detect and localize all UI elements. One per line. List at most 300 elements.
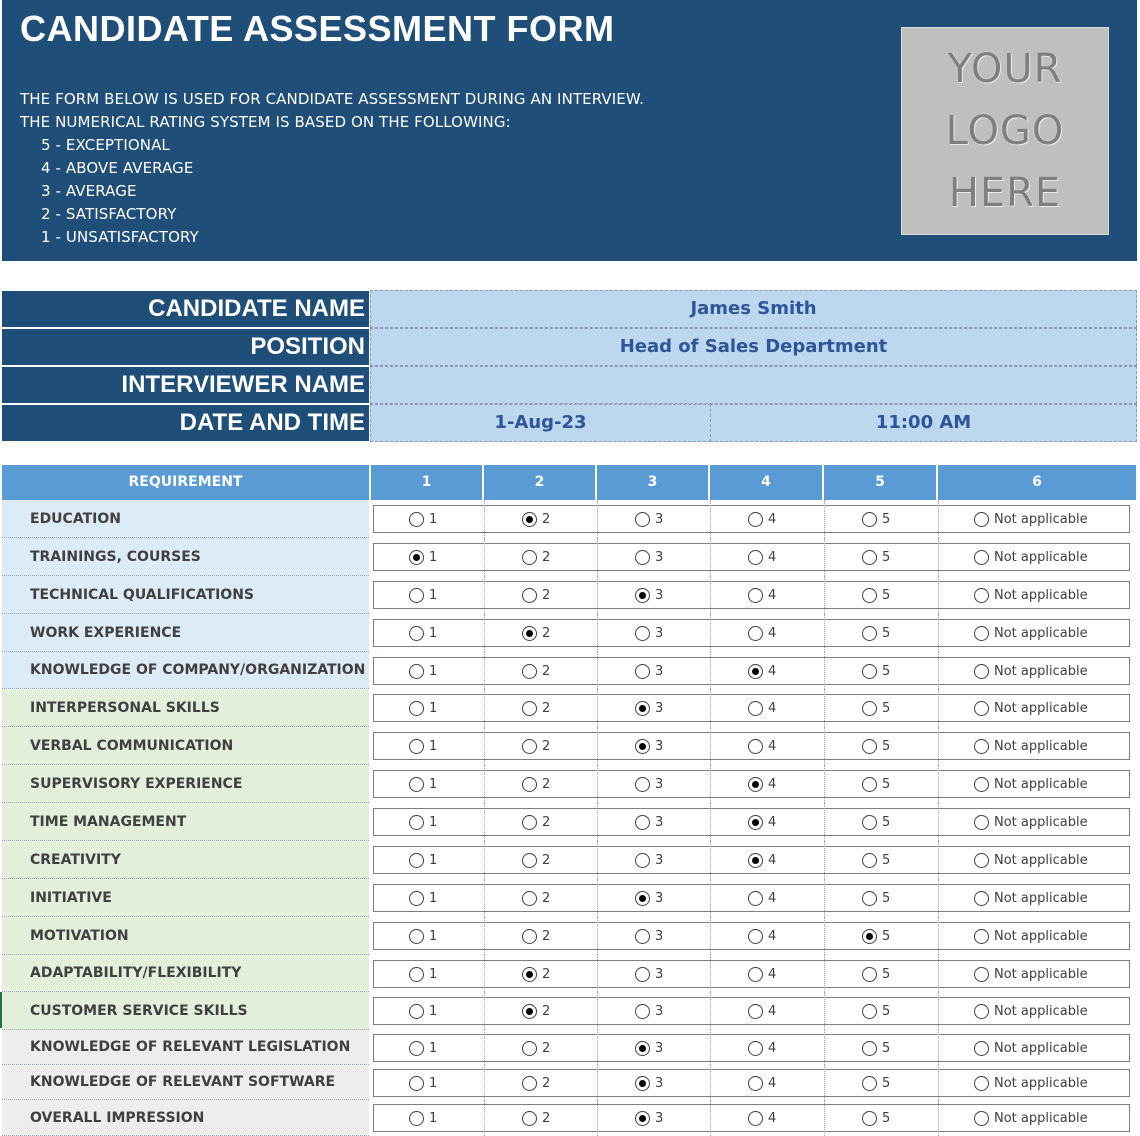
rating-option-2[interactable] <box>522 1038 550 1058</box>
radio-button-icon[interactable] <box>862 929 877 944</box>
rating-option-3[interactable] <box>635 812 663 832</box>
radio-button-icon[interactable] <box>409 815 424 830</box>
radio-button-icon[interactable] <box>748 512 763 527</box>
rating-option-1[interactable] <box>409 547 437 567</box>
rating-option-4[interactable] <box>748 698 776 718</box>
radio-button-icon[interactable] <box>748 588 763 603</box>
radio-button-icon[interactable] <box>862 853 877 868</box>
column-divider <box>597 576 598 614</box>
rating-option-4[interactable] <box>748 888 776 908</box>
radio-button-icon[interactable] <box>974 1111 989 1126</box>
rating-option-label: 4 <box>768 928 777 944</box>
rating-option-5[interactable] <box>862 926 890 946</box>
radio-button-icon[interactable] <box>974 1076 989 1091</box>
column-divider <box>484 765 485 803</box>
column-divider <box>597 652 598 689</box>
column-divider <box>938 727 939 765</box>
column-divider <box>597 803 598 841</box>
rating-option-4[interactable] <box>748 509 776 529</box>
rating-option-3[interactable] <box>635 1108 663 1128</box>
rating-option-1[interactable] <box>409 509 437 529</box>
rating-option-not-applicable[interactable] <box>974 774 1088 794</box>
radio-button-icon[interactable] <box>409 853 424 868</box>
radio-button-icon[interactable] <box>522 626 537 641</box>
rating-option-label: Not applicable <box>994 511 1088 527</box>
rating-option-5[interactable] <box>862 812 890 832</box>
radio-button-icon[interactable] <box>522 891 537 906</box>
rating-option-3[interactable] <box>635 623 663 643</box>
rating-option-3[interactable] <box>635 774 663 794</box>
rating-option-label: Not applicable <box>994 776 1088 792</box>
radio-button-icon[interactable] <box>635 1076 650 1091</box>
time-field[interactable]: 11:00 AM <box>710 404 1137 442</box>
radio-button-icon[interactable] <box>974 929 989 944</box>
candidate-name-field[interactable]: James Smith <box>370 290 1137 328</box>
rating-option-not-applicable[interactable] <box>974 1108 1088 1128</box>
rating-option-label: 3 <box>655 776 664 792</box>
rating-option-label: 2 <box>542 587 551 603</box>
radio-button-icon[interactable] <box>974 626 989 641</box>
rating-option-not-applicable[interactable] <box>974 926 1088 946</box>
radio-button-icon[interactable] <box>748 967 763 982</box>
rating-option-2[interactable] <box>522 661 550 681</box>
radio-button-icon[interactable] <box>635 1004 650 1019</box>
rating-option-label: 4 <box>768 776 777 792</box>
radio-button-icon[interactable] <box>748 1111 763 1126</box>
column-divider <box>938 500 939 538</box>
rating-option-4[interactable] <box>748 623 776 643</box>
rating-option-2[interactable] <box>522 509 550 529</box>
rating-option-4[interactable] <box>748 964 776 984</box>
rating-option-4[interactable] <box>748 774 776 794</box>
rating-option-not-applicable[interactable] <box>974 661 1088 681</box>
radio-button-icon[interactable] <box>409 1111 424 1126</box>
radio-button-icon[interactable] <box>974 853 989 868</box>
radio-button-icon[interactable] <box>974 1041 989 1056</box>
radio-button-icon[interactable] <box>409 588 424 603</box>
rating-option-4[interactable] <box>748 1073 776 1093</box>
rating-option-5[interactable] <box>862 547 890 567</box>
requirement-label: KNOWLEDGE OF RELEVANT LEGISLATION <box>2 1030 369 1065</box>
rating-option-not-applicable[interactable] <box>974 547 1088 567</box>
radio-button-icon[interactable] <box>635 967 650 982</box>
radio-button-icon[interactable] <box>748 1004 763 1019</box>
radio-button-icon[interactable] <box>409 1041 424 1056</box>
radio-button-icon[interactable] <box>862 701 877 716</box>
column-divider <box>484 992 485 1030</box>
rating-option-4[interactable] <box>748 1108 776 1128</box>
rating-option-1[interactable] <box>409 1001 437 1021</box>
rating-option-label: 4 <box>768 852 777 868</box>
column-divider <box>484 727 485 765</box>
rating-option-label: 4 <box>768 1110 777 1126</box>
radio-button-icon[interactable] <box>635 664 650 679</box>
rating-option-3[interactable] <box>635 926 663 946</box>
rating-option-label: 2 <box>542 814 551 830</box>
radio-button-icon[interactable] <box>635 512 650 527</box>
radio-button-icon[interactable] <box>974 967 989 982</box>
rating-option-4[interactable] <box>748 736 776 756</box>
radio-button-icon[interactable] <box>974 512 989 527</box>
rating-option-1[interactable] <box>409 661 437 681</box>
date-time-label: DATE AND TIME <box>2 405 369 441</box>
radio-button-icon[interactable] <box>409 626 424 641</box>
radio-button-icon[interactable] <box>409 701 424 716</box>
radio-button-icon[interactable] <box>862 777 877 792</box>
rating-scale-item: 1 - UNSATISFACTORY <box>41 228 199 246</box>
requirement-label: WORK EXPERIENCE <box>2 614 369 652</box>
column-divider <box>484 1065 485 1100</box>
radio-button-icon[interactable] <box>862 626 877 641</box>
rating-option-1[interactable] <box>409 888 437 908</box>
column-divider <box>484 538 485 576</box>
radio-button-icon[interactable] <box>748 1041 763 1056</box>
rating-option-3[interactable] <box>635 1001 663 1021</box>
column-divider <box>597 538 598 576</box>
rating-option-label: 2 <box>542 1040 551 1056</box>
radio-button-icon[interactable] <box>635 588 650 603</box>
rating-option-1[interactable] <box>409 1073 437 1093</box>
radio-button-icon[interactable] <box>635 550 650 565</box>
radio-button-icon[interactable] <box>748 1076 763 1091</box>
column-divider <box>824 538 825 576</box>
radio-button-icon[interactable] <box>635 701 650 716</box>
rating-option-5[interactable] <box>862 698 890 718</box>
radio-button-icon[interactable] <box>522 815 537 830</box>
rating-option-not-applicable[interactable] <box>974 509 1088 529</box>
column-divider <box>597 1100 598 1136</box>
rating-option-3[interactable] <box>635 547 663 567</box>
rating-option-5[interactable] <box>862 623 890 643</box>
column-divider <box>597 917 598 955</box>
radio-button-icon[interactable] <box>974 739 989 754</box>
radio-button-icon[interactable] <box>748 550 763 565</box>
column-divider <box>938 614 939 652</box>
radio-button-icon[interactable] <box>862 967 877 982</box>
rating-option-5[interactable] <box>862 1038 890 1058</box>
rating-option-3[interactable] <box>635 850 663 870</box>
radio-button-icon[interactable] <box>862 1041 877 1056</box>
radio-button-icon[interactable] <box>862 815 877 830</box>
logo-text: HERE <box>948 170 1062 216</box>
rating-option-2[interactable] <box>522 1108 550 1128</box>
rating-option-3[interactable] <box>635 964 663 984</box>
radio-button-icon[interactable] <box>635 853 650 868</box>
rating-option-1[interactable] <box>409 623 437 643</box>
rating-option-4[interactable] <box>748 812 776 832</box>
radio-button-icon[interactable] <box>862 1004 877 1019</box>
column-divider <box>710 652 711 689</box>
radio-button-icon[interactable] <box>409 967 424 982</box>
rating-option-label: 1 <box>429 663 438 679</box>
rating-option-label: 1 <box>429 700 438 716</box>
rating-scale-item: 3 - AVERAGE <box>41 182 137 200</box>
column-header-3: 3 <box>597 465 710 500</box>
rating-option-3[interactable] <box>635 1038 663 1058</box>
radio-button-icon[interactable] <box>409 891 424 906</box>
column-divider <box>597 841 598 879</box>
radio-button-icon[interactable] <box>409 1076 424 1091</box>
column-divider <box>484 689 485 727</box>
column-divider <box>938 1030 939 1065</box>
rating-option-1[interactable] <box>409 812 437 832</box>
rating-option-2[interactable] <box>522 926 550 946</box>
rating-option-label: 5 <box>882 928 891 944</box>
rating-option-not-applicable[interactable] <box>974 964 1088 984</box>
rating-option-2[interactable] <box>522 547 550 567</box>
rating-option-label: 2 <box>542 549 551 565</box>
rating-option-label: 4 <box>768 511 777 527</box>
rating-option-5[interactable] <box>862 1073 890 1093</box>
rating-option-4[interactable] <box>748 926 776 946</box>
rating-option-5[interactable] <box>862 888 890 908</box>
radio-button-icon[interactable] <box>409 512 424 527</box>
rating-option-label: 1 <box>429 511 438 527</box>
rating-option-label: 3 <box>655 966 664 982</box>
radio-button-icon[interactable] <box>974 777 989 792</box>
column-divider <box>824 727 825 765</box>
rating-option-5[interactable] <box>862 585 890 605</box>
rating-option-2[interactable] <box>522 774 550 794</box>
radio-button-icon[interactable] <box>635 777 650 792</box>
rating-option-label: 2 <box>542 663 551 679</box>
rating-option-3[interactable] <box>635 698 663 718</box>
radio-button-icon[interactable] <box>862 739 877 754</box>
column-divider <box>710 917 711 955</box>
radio-button-icon[interactable] <box>522 588 537 603</box>
radio-button-icon[interactable] <box>635 1111 650 1126</box>
column-divider <box>597 689 598 727</box>
column-divider <box>710 841 711 879</box>
rating-option-2[interactable] <box>522 1073 550 1093</box>
interviewer-name-label: INTERVIEWER NAME <box>2 367 369 403</box>
rating-option-label: Not applicable <box>994 928 1088 944</box>
radio-button-icon[interactable] <box>522 967 537 982</box>
rating-option-label: 4 <box>768 587 777 603</box>
rating-option-label: 5 <box>882 738 891 754</box>
rating-option-1[interactable] <box>409 850 437 870</box>
rating-option-2[interactable] <box>522 964 550 984</box>
rating-option-not-applicable[interactable] <box>974 698 1088 718</box>
rating-option-3[interactable] <box>635 736 663 756</box>
intro-text: THE FORM BELOW IS USED FOR CANDIDATE ASSESSMENT DURING AN INTERVIEW. <box>20 90 644 108</box>
rating-option-not-applicable[interactable] <box>974 888 1088 908</box>
radio-button-icon[interactable] <box>522 664 537 679</box>
column-divider <box>484 576 485 614</box>
rating-option-1[interactable] <box>409 926 437 946</box>
radio-button-icon[interactable] <box>409 550 424 565</box>
rating-option-4[interactable] <box>748 547 776 567</box>
radio-button-icon[interactable] <box>974 664 989 679</box>
rating-option-5[interactable] <box>862 964 890 984</box>
radio-button-icon[interactable] <box>974 701 989 716</box>
rating-option-5[interactable] <box>862 1001 890 1021</box>
radio-button-icon[interactable] <box>974 588 989 603</box>
radio-button-icon[interactable] <box>862 1076 877 1091</box>
rating-option-1[interactable] <box>409 736 437 756</box>
rating-option-not-applicable[interactable] <box>974 1001 1088 1021</box>
column-header-5: 5 <box>824 465 938 500</box>
rating-option-1[interactable] <box>409 1038 437 1058</box>
radio-button-icon[interactable] <box>522 929 537 944</box>
rating-option-label: 5 <box>882 890 891 906</box>
radio-button-icon[interactable] <box>522 739 537 754</box>
rating-option-label: 3 <box>655 1003 664 1019</box>
rating-option-3[interactable] <box>635 888 663 908</box>
rating-option-2[interactable] <box>522 736 550 756</box>
rating-option-label: 3 <box>655 852 664 868</box>
column-divider <box>824 500 825 538</box>
logo-placeholder[interactable] <box>901 27 1109 235</box>
radio-button-icon[interactable] <box>635 891 650 906</box>
radio-button-icon[interactable] <box>974 891 989 906</box>
rating-option-label: 2 <box>542 1075 551 1091</box>
column-divider <box>824 1065 825 1100</box>
rating-option-not-applicable[interactable] <box>974 1038 1088 1058</box>
rating-option-5[interactable] <box>862 661 890 681</box>
rating-option-5[interactable] <box>862 850 890 870</box>
rating-option-3[interactable] <box>635 585 663 605</box>
radio-button-icon[interactable] <box>748 891 763 906</box>
column-divider <box>710 500 711 538</box>
requirement-label: OVERALL IMPRESSION <box>2 1100 369 1136</box>
rating-option-5[interactable] <box>862 774 890 794</box>
radio-button-icon[interactable] <box>748 853 763 868</box>
rating-option-label: 5 <box>882 814 891 830</box>
rating-option-label: 1 <box>429 814 438 830</box>
radio-button-icon[interactable] <box>974 550 989 565</box>
interviewer-name-field[interactable] <box>370 366 1137 404</box>
radio-button-icon[interactable] <box>862 891 877 906</box>
radio-button-icon[interactable] <box>862 664 877 679</box>
rating-option-label: 4 <box>768 1040 777 1056</box>
rating-option-4[interactable] <box>748 585 776 605</box>
radio-button-icon[interactable] <box>748 777 763 792</box>
radio-button-icon[interactable] <box>748 626 763 641</box>
radio-button-icon[interactable] <box>522 701 537 716</box>
radio-button-icon[interactable] <box>748 815 763 830</box>
column-divider <box>938 652 939 689</box>
position-field[interactable]: Head of Sales Department <box>370 328 1137 366</box>
column-divider <box>597 614 598 652</box>
radio-button-icon[interactable] <box>635 1041 650 1056</box>
rating-option-not-applicable[interactable] <box>974 623 1088 643</box>
rating-option-label: 3 <box>655 1075 664 1091</box>
rating-option-2[interactable] <box>522 812 550 832</box>
rating-option-4[interactable] <box>748 1038 776 1058</box>
rating-option-5[interactable] <box>862 509 890 529</box>
requirement-label: TECHNICAL QUALIFICATIONS <box>2 576 369 614</box>
column-divider <box>484 652 485 689</box>
rating-option-5[interactable] <box>862 736 890 756</box>
rating-option-2[interactable] <box>522 698 550 718</box>
radio-button-icon[interactable] <box>522 777 537 792</box>
rating-option-not-applicable[interactable] <box>974 812 1088 832</box>
rating-option-2[interactable] <box>522 585 550 605</box>
radio-button-icon[interactable] <box>974 1004 989 1019</box>
rating-option-label: 2 <box>542 738 551 754</box>
rating-option-4[interactable] <box>748 850 776 870</box>
rating-option-not-applicable[interactable] <box>974 585 1088 605</box>
radio-button-icon[interactable] <box>635 626 650 641</box>
radio-button-icon[interactable] <box>522 512 537 527</box>
radio-button-icon[interactable] <box>522 1111 537 1126</box>
rating-scale-item: 4 - ABOVE AVERAGE <box>41 159 194 177</box>
radio-button-icon[interactable] <box>748 701 763 716</box>
column-header-6: 6 <box>938 465 1136 500</box>
radio-button-icon[interactable] <box>522 1004 537 1019</box>
form-title: CANDIDATE ASSESSMENT FORM <box>20 8 615 49</box>
radio-button-icon[interactable] <box>635 929 650 944</box>
radio-button-icon[interactable] <box>522 1041 537 1056</box>
radio-button-icon[interactable] <box>522 1076 537 1091</box>
radio-button-icon[interactable] <box>748 739 763 754</box>
radio-button-icon[interactable] <box>635 815 650 830</box>
rating-option-2[interactable] <box>522 850 550 870</box>
column-header-1: 1 <box>371 465 484 500</box>
radio-button-icon[interactable] <box>522 853 537 868</box>
rating-option-label: 2 <box>542 890 551 906</box>
rating-option-3[interactable] <box>635 509 663 529</box>
rating-option-2[interactable] <box>522 623 550 643</box>
column-divider <box>597 1030 598 1065</box>
rating-option-not-applicable[interactable] <box>974 736 1088 756</box>
rating-option-4[interactable] <box>748 661 776 681</box>
radio-button-icon[interactable] <box>409 1004 424 1019</box>
rating-option-3[interactable] <box>635 1073 663 1093</box>
radio-button-icon[interactable] <box>409 777 424 792</box>
column-divider <box>484 879 485 917</box>
column-divider <box>484 841 485 879</box>
rating-option-2[interactable] <box>522 1001 550 1021</box>
rating-option-label: 3 <box>655 700 664 716</box>
rating-option-not-applicable[interactable] <box>974 1073 1088 1093</box>
radio-button-icon[interactable] <box>862 588 877 603</box>
radio-button-icon[interactable] <box>522 550 537 565</box>
rating-option-label: 1 <box>429 966 438 982</box>
rating-option-label: 5 <box>882 852 891 868</box>
rating-option-1[interactable] <box>409 585 437 605</box>
rating-option-label: 1 <box>429 1075 438 1091</box>
column-divider <box>824 576 825 614</box>
radio-button-icon[interactable] <box>748 664 763 679</box>
radio-button-icon[interactable] <box>974 815 989 830</box>
rating-option-1[interactable] <box>409 1108 437 1128</box>
rating-option-5[interactable] <box>862 1108 890 1128</box>
radio-button-icon[interactable] <box>862 550 877 565</box>
radio-button-icon[interactable] <box>748 929 763 944</box>
radio-button-icon[interactable] <box>409 929 424 944</box>
column-divider <box>938 803 939 841</box>
requirement-label: INITIATIVE <box>2 879 369 917</box>
rating-option-1[interactable] <box>409 964 437 984</box>
column-divider <box>710 614 711 652</box>
radio-button-icon[interactable] <box>862 512 877 527</box>
rating-option-1[interactable] <box>409 698 437 718</box>
date-field[interactable]: 1-Aug-23 <box>370 404 711 442</box>
radio-button-icon[interactable] <box>409 664 424 679</box>
radio-button-icon[interactable] <box>862 1111 877 1126</box>
rating-option-2[interactable] <box>522 888 550 908</box>
column-divider <box>824 652 825 689</box>
rating-option-4[interactable] <box>748 1001 776 1021</box>
rating-option-label: 3 <box>655 738 664 754</box>
radio-button-icon[interactable] <box>635 739 650 754</box>
rating-option-3[interactable] <box>635 661 663 681</box>
rating-option-not-applicable[interactable] <box>974 850 1088 870</box>
rating-option-1[interactable] <box>409 774 437 794</box>
radio-button-icon[interactable] <box>409 739 424 754</box>
